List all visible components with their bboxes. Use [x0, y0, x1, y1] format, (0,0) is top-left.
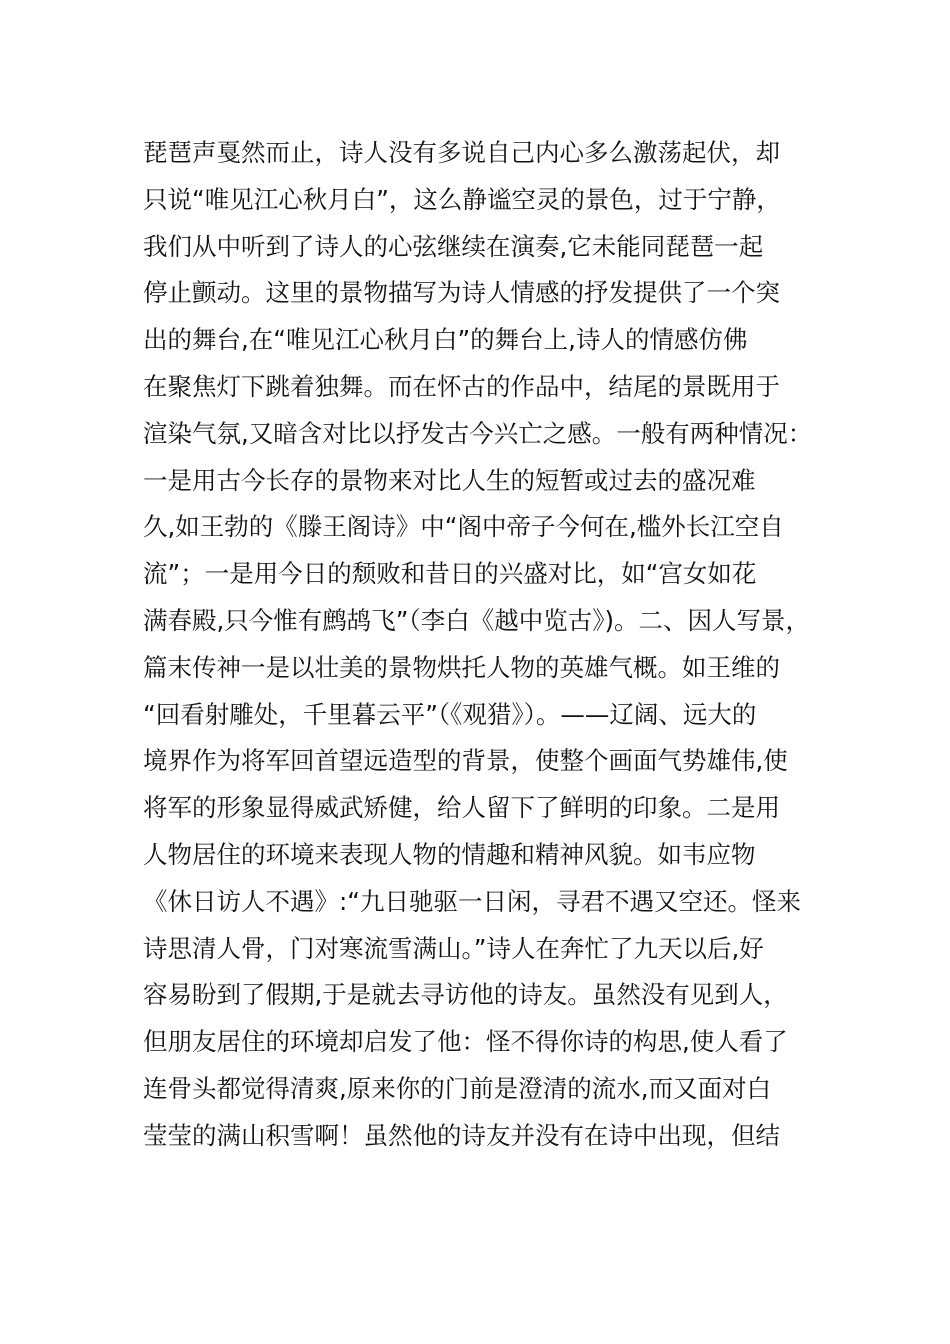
- text-line: 久,如王勃的《滕王阁诗》中“阁中帝子今何在,槛外长江空自: [143, 512, 784, 542]
- text-line: 只说“唯见江心秋月白”，这么静谧空灵的景色，过于宁静，: [143, 184, 781, 214]
- text-line: 将军的形象显得威武矫健，给人留下了鲜明的印象。二是用: [143, 793, 780, 823]
- text-line: 渲染气氛,又暗含对比以抒发古今兴亡之感。一般有两种情况：: [143, 418, 813, 448]
- text-line: 流”；一是用今日的颓败和昔日的兴盛对比，如“宫女如花: [143, 559, 757, 589]
- text-line: 篇末传神一是以壮美的景物烘托人物的英雄气概。如王维的: [143, 652, 780, 682]
- text-line: 琵琶声戛然而止，诗人没有多说自己内心多么激荡起伏，却: [143, 138, 780, 167]
- text-line: “回看射雕处，千里暮云平”（《观猎》）。——辽阔、远大的: [143, 699, 757, 729]
- text-line: 在聚焦灯下跳着独舞。而在怀古的作品中，结尾的景既用于: [143, 371, 780, 401]
- text-line: 人物居住的环境来表现人物的情趣和精神风貌。如韦应物: [143, 839, 756, 869]
- text-line: 诗思清人骨，门对寒流雪满山。”诗人在奔忙了九天以后,好: [143, 933, 764, 963]
- text-line: 满春殿,只今惟有鹧鸪飞”（李白《越中览古》)。二、因人写景，: [143, 605, 811, 635]
- text-line: 莹莹的满山积雪啊！虽然他的诗友并没有在诗中出现，但结: [143, 1120, 780, 1150]
- text-line: 但朋友居住的环境却启发了他：怪不得你诗的构思,使人看了: [143, 1027, 788, 1057]
- text-line: 容易盼到了假期,于是就去寻访他的诗友。虽然没有见到人，: [143, 980, 788, 1010]
- text-line: 连骨头都觉得清爽,原来你的门前是澄清的流水,而又面对白: [143, 1073, 772, 1103]
- body-text: [143, 130, 813, 1160]
- text-line: 我们从中听到了诗人的心弦继续在演奏,它未能同琵琶一起: [143, 231, 764, 261]
- text-line: 出的舞台,在“唯见江心秋月白”的舞台上,诗人的情感仿佛: [143, 325, 748, 355]
- text-line: 境界作为将军回首望远造型的背景，使整个画面气势雄伟,使: [143, 746, 788, 776]
- text-line: 停止颤动。这里的景物描写为诗人情感的抒发提供了一个突: [143, 278, 780, 308]
- text-line: 一是用古今长存的景物来对比人生的短暂或过去的盛况难: [143, 465, 756, 495]
- text-line: 《休日访人不遇》:“九日驰驱一日闲，寻君不遇又空还。怪来: [143, 886, 801, 916]
